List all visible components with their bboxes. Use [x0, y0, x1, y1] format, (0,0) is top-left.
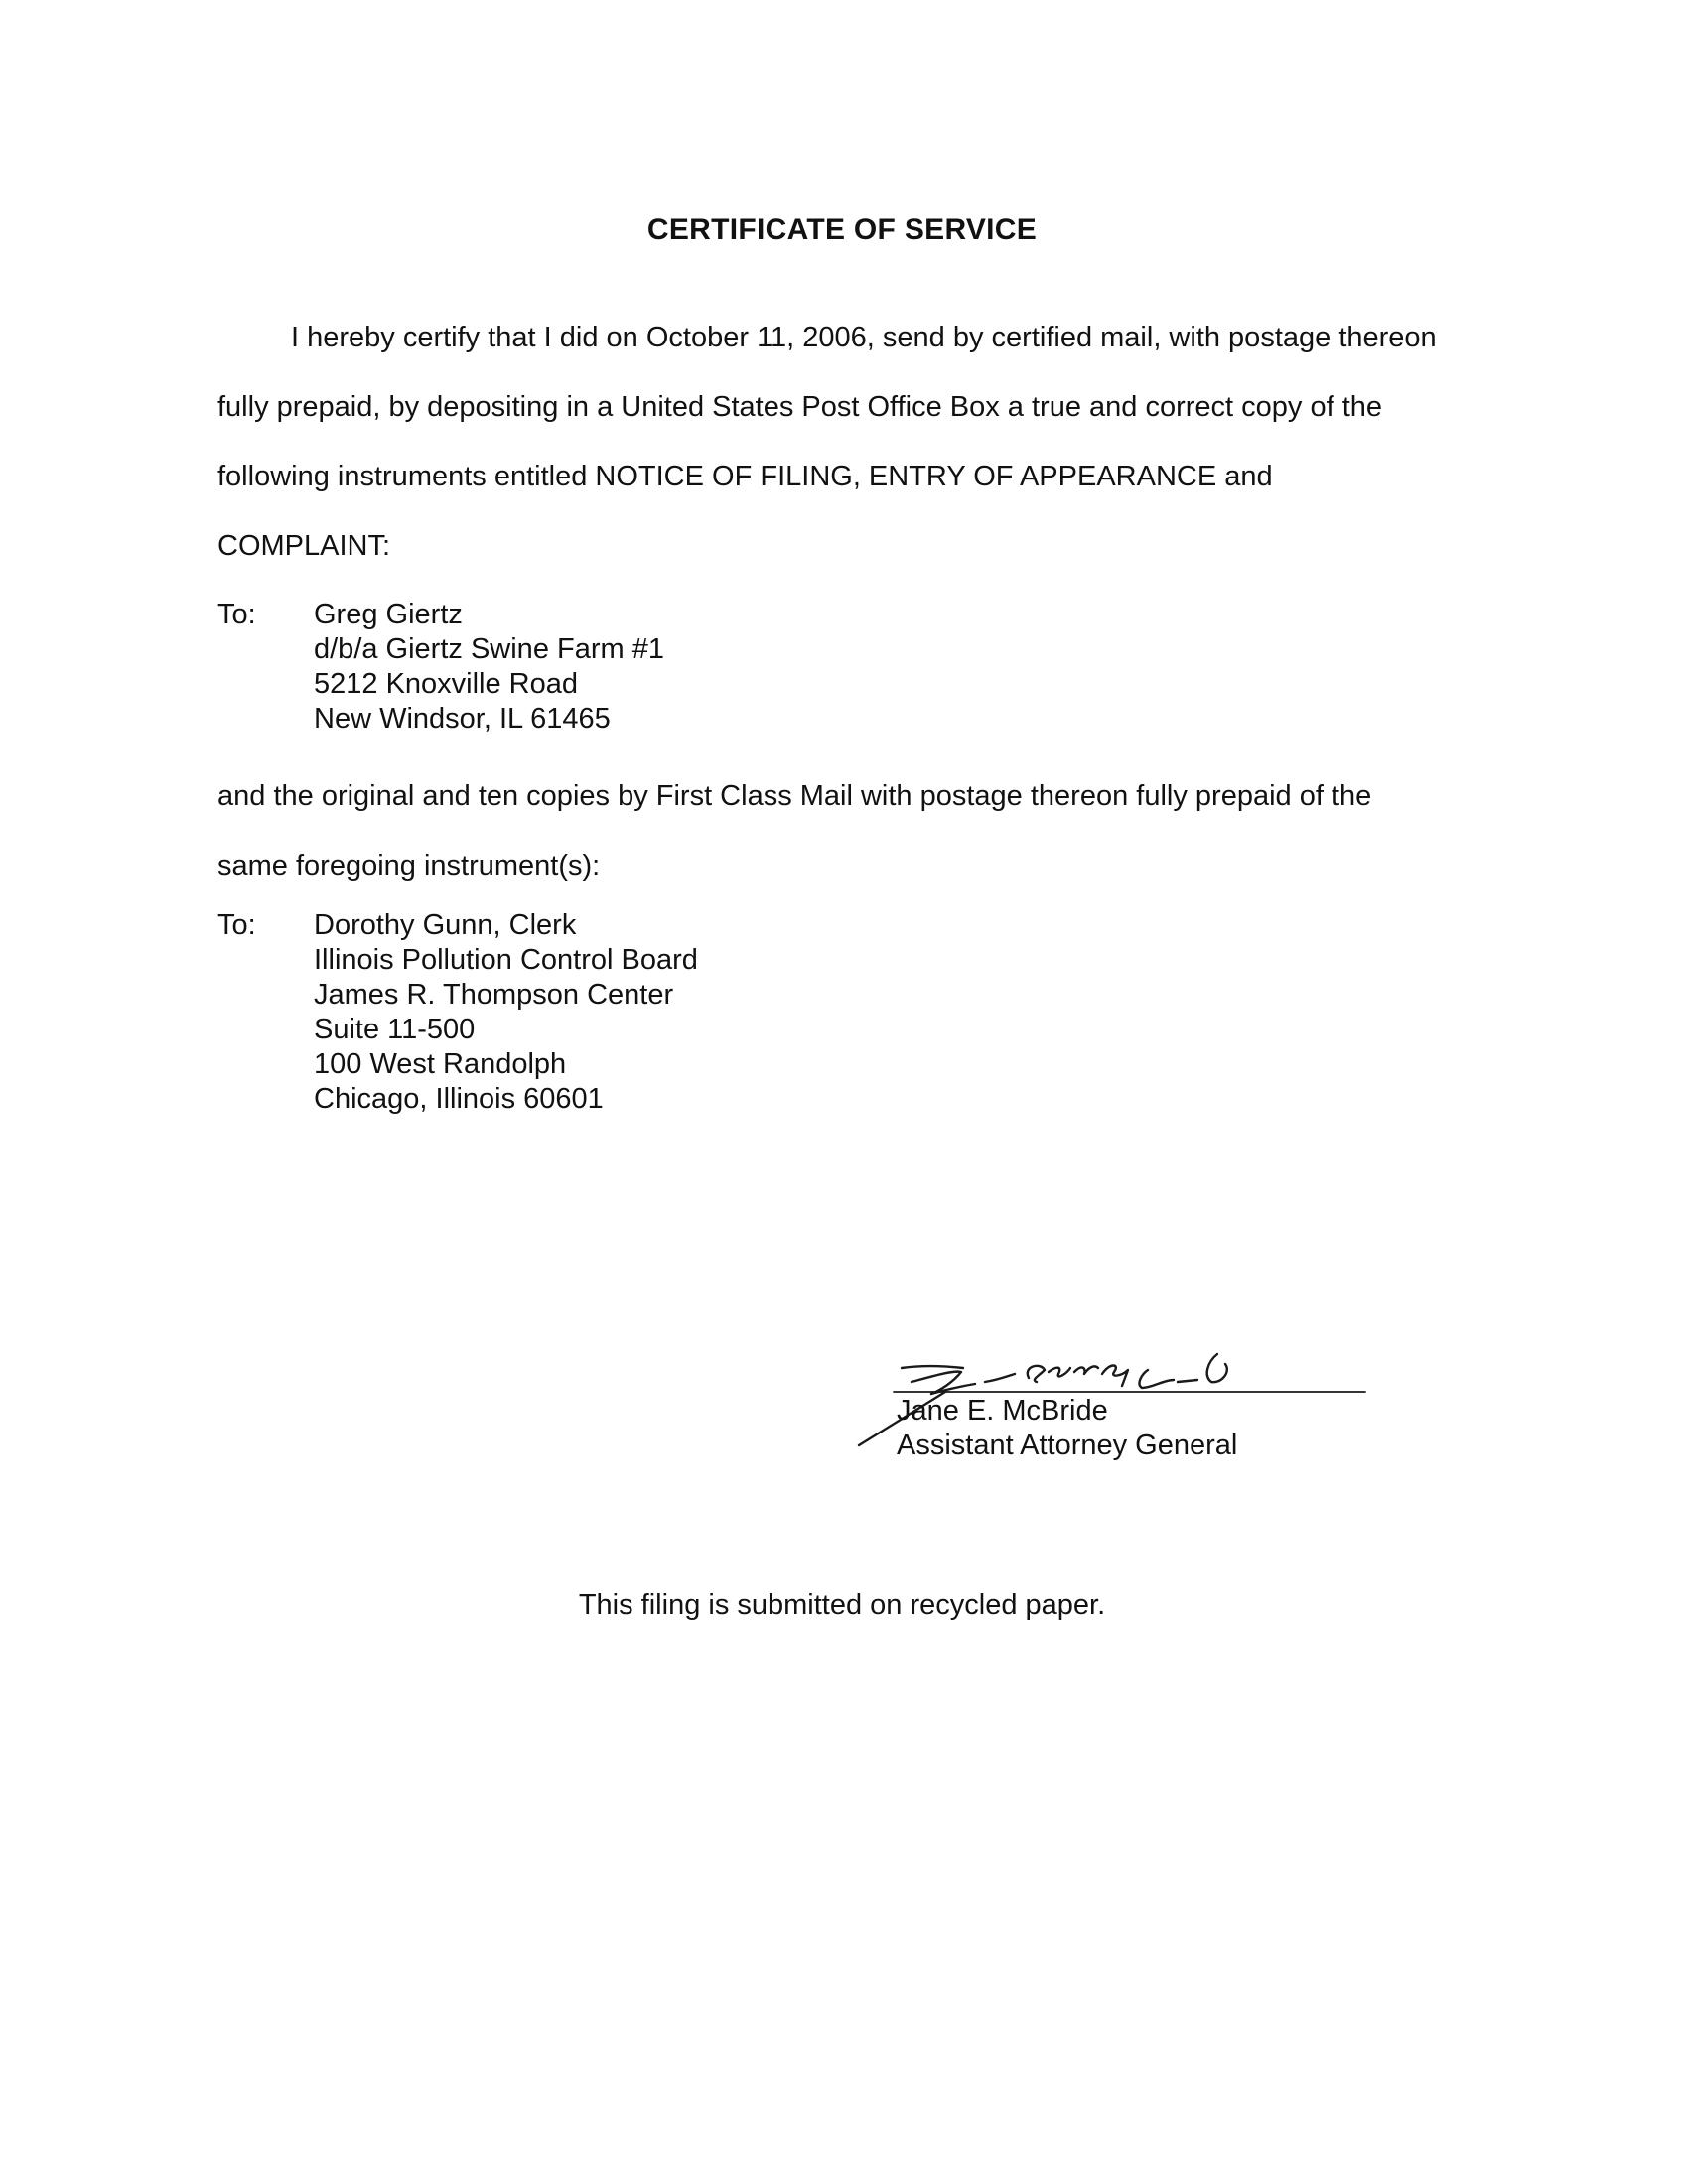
signer-title: Assistant Attorney General	[897, 1430, 1238, 1461]
address-line: 5212 Knoxville Road	[314, 668, 579, 700]
address-line: Dorothy Gunn, Clerk	[314, 909, 577, 941]
certification-text: I hereby certify that I did on October 11, 2006, send by certified mail, with postage thereon fully prepaid, by depositing in a United States Post Office Box a true and correct copy of the following instruments entitled NOTICE OF FILING, ENTRY OF APPEARANCE and COMPLAINT:	[217, 322, 1437, 562]
address-line: Suite 11-500	[314, 1014, 476, 1045]
recycled-paper-note: This filing is submitted on recycled paper.	[578, 1589, 1106, 1621]
address-line: 100 West Randolph	[314, 1048, 567, 1080]
signer-name: Jane E. McBride	[897, 1395, 1108, 1427]
original-copies-text: and the original and ten copies by First Class Mail with postage thereon fully prepaid of the same foregoing instrument(s):	[217, 780, 1372, 882]
address-line: Illinois Pollution Control Board	[314, 944, 698, 976]
certification-paragraph	[217, 303, 1449, 581]
address-lines	[314, 598, 664, 737]
address-line: Chicago, Illinois 60601	[314, 1083, 604, 1115]
to-label: To:	[217, 909, 256, 941]
address-line: James R. Thompson Center	[314, 979, 674, 1011]
document-title: CERTIFICATE OF SERVICE	[646, 213, 1038, 246]
signature-block	[854, 1310, 1370, 1469]
original-copies-paragraph	[217, 761, 1449, 900]
address-lines	[314, 908, 698, 1117]
address-line: New Windsor, IL 61465	[314, 703, 611, 735]
to-label: To:	[217, 599, 256, 630]
address-line: Greg Giertz	[314, 599, 463, 630]
address-line: d/b/a Giertz Swine Farm #1	[314, 633, 664, 665]
